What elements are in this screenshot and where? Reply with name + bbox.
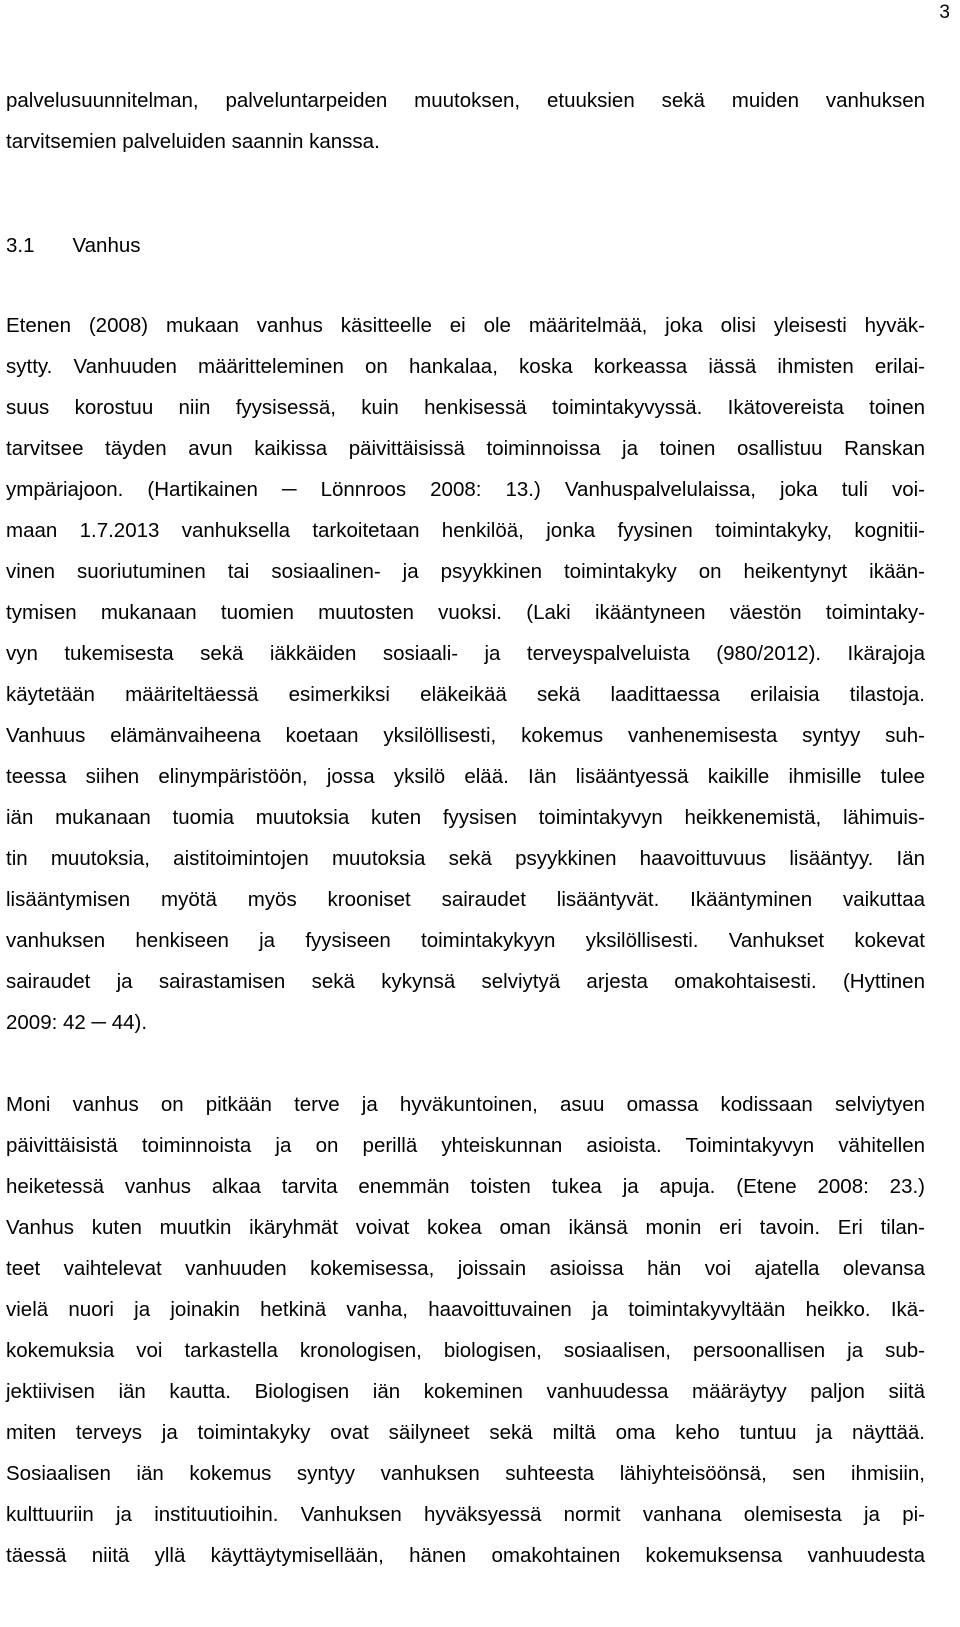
paragraph2-line: täessä niitä yllä käyttäytymisellään, hänen omakohtainen kokemuksensa vanhuudesta	[6, 1544, 925, 1567]
paragraph1-line: sytty. Vanhuuden määritteleminen on hankalaa, koska korkeassa iässä ihmisten erilai-	[6, 355, 925, 378]
paragraph1-line: Etenen (2008) mukaan vanhus käsitteelle ei ole määritelmää, joka olisi yleisesti hyväk-	[6, 314, 925, 337]
intro-line: palvelusuunnitelman, palveluntarpeiden muutoksen, etuuksien sekä muiden vanhuksen	[6, 89, 925, 112]
page-number: 3	[939, 2, 950, 23]
paragraph1-line: 2009: 42 ─ 44).	[6, 1011, 148, 1034]
paragraph1-line: vinen suoriutuminen tai sosiaalinen- ja psyykkinen toimintakyky on heikentynyt ikään-	[6, 560, 925, 583]
section-number: 3.1	[6, 234, 35, 257]
paragraph1-line: sairaudet ja sairastamisen sekä kykynsä selviytyä arjesta omakohtaisesti. (Hyttinen	[6, 970, 925, 993]
paragraph1-line: iän mukanaan tuomia muutoksia kuten fyysisen toimintakyvyn heikkenemistä, lähimuis-	[6, 806, 925, 829]
paragraph2-line: teet vaihtelevat vanhuuden kokemisessa, joissain asioissa hän voi ajatella olevansa	[6, 1257, 925, 1280]
paragraph1-line: maan 1.7.2013 vanhuksella tarkoitetaan henkilöä, jonka fyysinen toimintakyky, kognitii-	[6, 519, 925, 542]
paragraph2-line: Sosiaalisen iän kokemus syntyy vanhuksen suhteesta lähiyhteisöönsä, sen ihmisiin,	[6, 1462, 925, 1485]
intro-line: tarvitsemien palveluiden saannin kanssa.	[6, 130, 380, 153]
paragraph1-line: ympäriajoon. (Hartikainen ─ Lönnroos 2008: 13.) Vanhuspalvelulaissa, joka tuli voi-	[6, 478, 925, 501]
paragraph1-line: tymisen mukanaan tuomien muutosten vuoksi. (Laki ikääntyneen väestön toimintaky-	[6, 601, 925, 624]
paragraph1-line: vanhuksen henkiseen ja fyysiseen toimintakykyyn yksilöllisesti. Vanhukset kokevat	[6, 929, 925, 952]
section-title: Vanhus	[72, 234, 141, 257]
paragraph1-line: suus korostuu niin fyysisessä, kuin henkisessä toimintakyvyssä. Ikätovereista toinen	[6, 396, 925, 419]
paragraph2-line: Vanhus kuten muutkin ikäryhmät voivat kokea oman ikänsä monin eri tavoin. Eri tilan-	[6, 1216, 925, 1239]
paragraph1-line: tarvitsee täyden avun kaikissa päivittäisissä toiminnoissa ja toinen osallistuu Ranskan	[6, 437, 925, 460]
paragraph2-line: jektiivisen iän kautta. Biologisen iän kokeminen vanhuudessa määräytyy paljon siitä	[6, 1380, 925, 1403]
paragraph1-line: teessa siihen elinympäristöön, jossa yksilö elää. Iän lisääntyessä kaikille ihmisille tulee	[6, 765, 925, 788]
paragraph2-line: kulttuuriin ja instituutioihin. Vanhuksen hyväksyessä normit vanhana olemisesta ja pi-	[6, 1503, 925, 1526]
paragraph2-line: päivittäisistä toiminnoista ja on perillä yhteiskunnan asioista. Toimintakyvyn vähitellen	[6, 1134, 925, 1157]
paragraph2-line: miten terveys ja toimintakyky ovat säilyneet sekä miltä oma keho tuntuu ja näyttää.	[6, 1421, 925, 1444]
paragraph1-line: Vanhuus elämänvaiheena koetaan yksilöllisesti, kokemus vanhenemisesta syntyy suh-	[6, 724, 925, 747]
paragraph2-line: heiketessä vanhus alkaa tarvita enemmän toisten tukea ja apuja. (Etene 2008: 23.)	[6, 1175, 925, 1198]
paragraph1-line: tin muutoksia, aistitoimintojen muutoksia sekä psyykkinen haavoittuvuus lisääntyy. Iän	[6, 847, 925, 870]
paragraph2-line: vielä nuori ja joinakin hetkinä vanha, haavoittuvainen ja toimintakyvyltään heikko. Ikä-	[6, 1298, 925, 1321]
section-heading	[6, 234, 925, 258]
paragraph2-line: Moni vanhus on pitkään terve ja hyväkuntoinen, asuu omassa kodissaan selviytyen	[6, 1093, 925, 1116]
paragraph1-line: vyn tukemisesta sekä iäkkäiden sosiaali- ja terveyspalveluista (980/2012). Ikärajoja	[6, 642, 925, 665]
paragraph1-line: käytetään määriteltäessä esimerkiksi eläkeikää sekä laadittaessa erilaisia tilastoja.	[6, 683, 925, 706]
paragraph2-line: kokemuksia voi tarkastella kronologisen, biologisen, sosiaalisen, persoonallisen ja sub-	[6, 1339, 925, 1362]
paragraph1-line: lisääntymisen myötä myös krooniset sairaudet lisääntyvät. Ikääntyminen vaikuttaa	[6, 888, 925, 911]
